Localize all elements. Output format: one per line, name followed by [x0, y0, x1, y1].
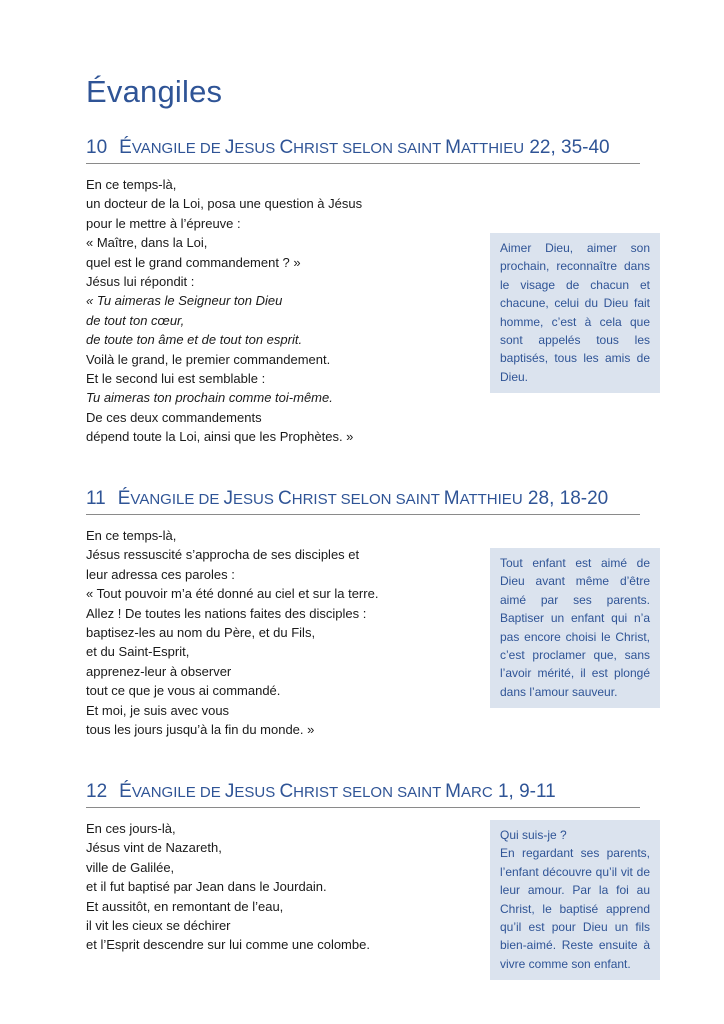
- section-title-part: C: [278, 488, 292, 509]
- verse-line: apprenez-leur à observer: [86, 663, 232, 679]
- section-number: 10: [86, 137, 108, 158]
- section-title-part: 28, 18-20: [522, 488, 609, 509]
- section-title-part: J: [224, 137, 235, 158]
- verse-line: ville de Galilée,: [86, 859, 175, 875]
- section-title-part: J: [224, 781, 235, 802]
- section-number: 12: [86, 781, 108, 802]
- section-title-part: J: [223, 488, 234, 509]
- section-title-part: ATTHIEU: [459, 491, 523, 508]
- section-title-part: ATTHIEU: [461, 140, 525, 157]
- verse-line: leur adressa ces paroles :: [86, 566, 235, 582]
- section-title-part: É: [117, 488, 131, 509]
- reflection-note: [490, 820, 660, 980]
- section-title-part: C: [279, 781, 294, 802]
- section-number: 11: [86, 488, 106, 509]
- section-title: [119, 781, 556, 802]
- verse-line: Jésus lui répondit :: [86, 274, 195, 290]
- page-title: Évangiles: [86, 74, 223, 109]
- verse-line: un docteur de la Loi, posa une question à Jésus: [86, 196, 363, 212]
- verse-line: et l’Esprit descendre sur lui comme une colombe.: [86, 937, 370, 953]
- verse-line: Tu aimeras ton prochain comme toi-même.: [86, 390, 333, 406]
- section-title-part: M: [443, 488, 460, 509]
- verse-line: Et moi, je suis avec vous: [86, 702, 230, 718]
- section-title: [118, 488, 609, 509]
- note-title: Qui suis-je ?: [500, 828, 567, 842]
- section-title-part: ESUS: [234, 140, 280, 157]
- section-title-part: M: [445, 137, 461, 158]
- section-title-part: HRIST SELON SAINT: [293, 140, 446, 157]
- section-title-part: VANGILE DE: [131, 784, 225, 801]
- section-title-part: C: [279, 137, 294, 158]
- verse-line: En ce temps-là,: [86, 528, 177, 543]
- section-heading: [86, 488, 640, 515]
- verse-line: il vit les cieux se déchirer: [86, 918, 231, 934]
- verse-line: « Tu aimeras le Seigneur ton Dieu: [86, 293, 283, 309]
- verse-line: Jésus vint de Nazareth,: [86, 840, 222, 856]
- section-title-part: 1, 9-11: [492, 781, 556, 802]
- verse-line: et il fut baptisé par Jean dans le Jourdain.: [86, 879, 327, 895]
- verse-line: baptisez-les au nom du Père, et du Fils,: [86, 625, 316, 641]
- section-title-part: ARC: [461, 784, 493, 801]
- verse-line: de toute ton âme et de tout ton esprit.: [86, 332, 303, 348]
- verse-line: Jésus ressuscité s’approcha de ses disciples et: [86, 547, 360, 563]
- section-title: [119, 137, 610, 158]
- section-heading: [86, 781, 640, 808]
- verse-line: Allez ! De toutes les nations faites des disciples :: [86, 605, 367, 621]
- reflection-note: [490, 548, 660, 708]
- section-title-part: HRIST SELON SAINT: [293, 784, 446, 801]
- section-title-part: VANGILE DE: [131, 140, 225, 157]
- section-title-part: ESUS: [234, 784, 280, 801]
- reflection-note: [490, 233, 660, 393]
- verse-line: tout ce que je vous ai commandé.: [86, 683, 281, 699]
- section-title-part: É: [119, 781, 132, 802]
- section-title-part: HRIST SELON SAINT: [291, 491, 444, 508]
- section-title-part: É: [119, 137, 132, 158]
- verse-line: De ces deux commandements: [86, 409, 262, 425]
- section-title-part: 22, 35-40: [524, 137, 610, 158]
- verse-line: tous les jours jusqu’à la fin du monde. »: [86, 722, 315, 738]
- verse-line: « Maître, dans la Loi,: [86, 235, 208, 251]
- verse-line: Voilà le grand, le premier commandement.: [86, 351, 331, 367]
- verse-line: En ces jours-là,: [86, 821, 176, 836]
- section-title-part: VANGILE DE: [130, 491, 224, 508]
- verse-line: de tout ton cœur,: [86, 312, 185, 328]
- verse-line: Et le second lui est semblable :: [86, 371, 266, 387]
- verse-line: quel est le grand commandement ? »: [86, 254, 301, 270]
- verse-line: dépend toute la Loi, ainsi que les Prophètes. »: [86, 429, 354, 445]
- verse-line: En ce temps-là,: [86, 177, 177, 192]
- verse-line: et du Saint-Esprit,: [86, 644, 190, 660]
- section-title-part: M: [445, 781, 461, 802]
- verse-line: pour le mettre à l’épreuve :: [86, 215, 241, 231]
- section-heading: [86, 137, 640, 164]
- verse-line: Et aussitôt, en remontant de l’eau,: [86, 898, 284, 914]
- note-text: Aimer Dieu, aimer son prochain, reconnaître dans le visage de chacun et chacune, celui du Dieu fait homme, c’est à cela que sont appelés tous les baptisés, tous les amis de Dieu.: [500, 241, 650, 384]
- section-title-part: ESUS: [233, 491, 279, 508]
- note-text: Tout enfant est aimé de Dieu avant même d’être aimé par ses parents. Baptiser un enfant qui n’a pas encore choisi le Christ, c’est proclamer que, sans l’avoir mérité, il est plongé dans l’amour sauveur.: [500, 556, 650, 699]
- note-text: En regardant ses parents, l’enfant découvre qu’il vit de leur amour. Par la foi au Christ, le baptisé apprend qu’il est pour Dieu un fils bien-aimé. Reste ensuite à vivre comme son enfant.: [500, 846, 650, 971]
- verse-line: « Tout pouvoir m’a été donné au ciel et sur la terre.: [86, 586, 379, 602]
